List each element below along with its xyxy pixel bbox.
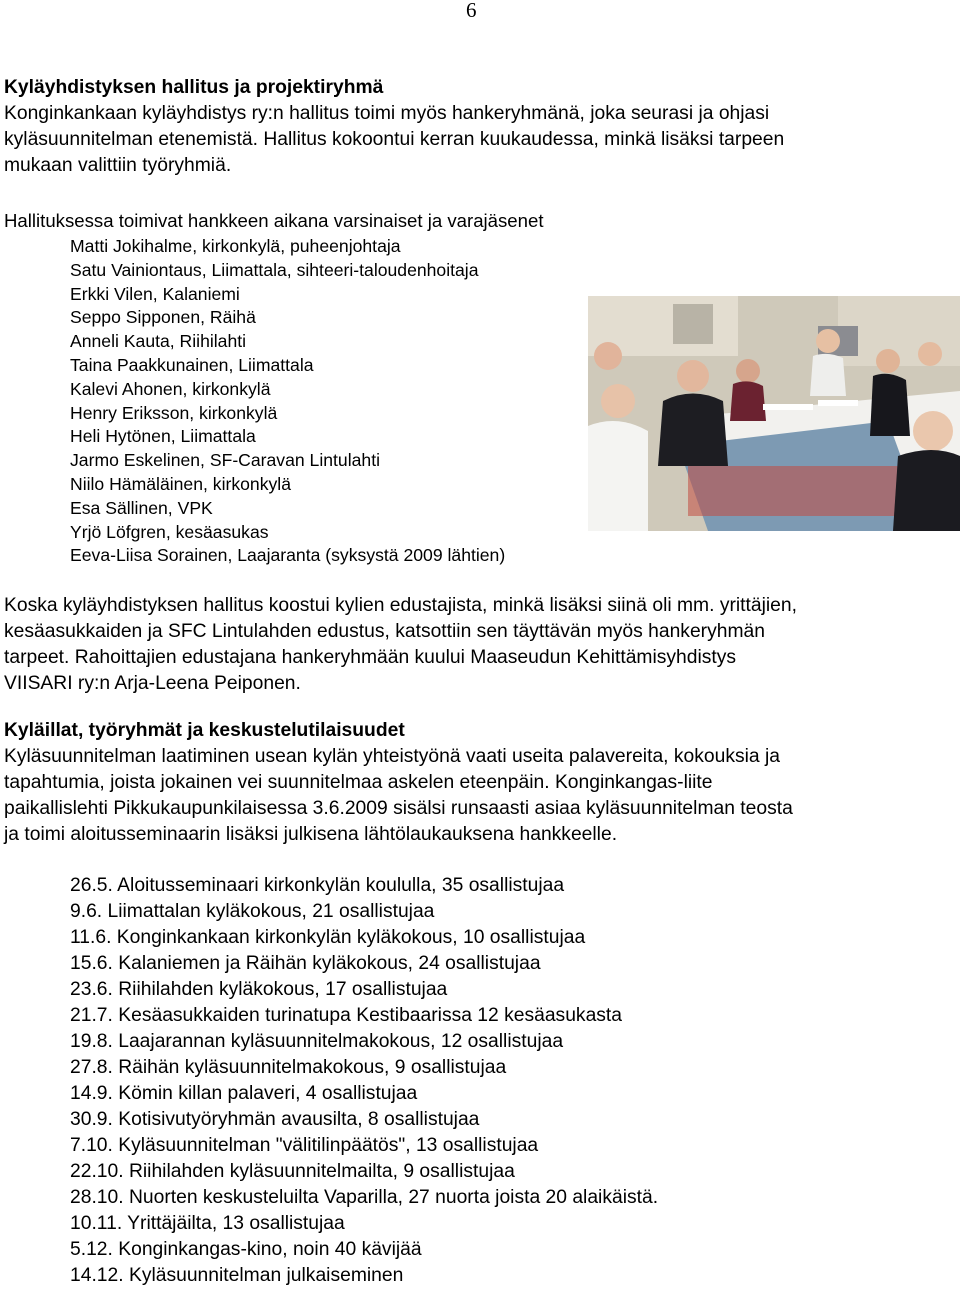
events-list [70, 873, 658, 1289]
event-item: 22.10. Riihilahden kyläsuunnitelmailta, 9 osallistujaa [70, 1161, 515, 1182]
section-heading-meetings: Kyläillat, työryhmät ja keskustelutilaisuudet [4, 720, 405, 741]
member-item: Heli Hytönen, Liimattala [70, 426, 256, 447]
member-item: Anneli Kauta, Riihilahti [70, 331, 247, 352]
paragraph-line: VIISARI ry:n Arja-Leena Peiponen. [4, 673, 301, 694]
member-item: Esa Sällinen, VPK [70, 497, 213, 518]
event-item: 14.12. Kyläsuunnitelman julkaiseminen [70, 1265, 404, 1286]
member-item: Yrjö Löfgren, kesäasukas [70, 521, 269, 542]
paragraph-representation [4, 593, 954, 697]
event-item: 19.8. Laajarannan kyläsuunnitelmakokous, 12 osallistujaa [70, 1031, 564, 1052]
event-item: 14.9. Kömin killan palaveri, 4 osallistujaa [70, 1083, 418, 1104]
members-intro: Hallituksessa toimivat hankkeen aikana varsinaiset ja varajäsenet [4, 210, 544, 231]
event-item: 7.10. Kyläsuunnitelman "välitilinpäätös", 13 osallistujaa [70, 1135, 539, 1156]
event-item: 11.6. Konginkankaan kirkonkylän kyläkokous, 10 osallistujaa [70, 927, 586, 948]
paragraph-line: Konginkankaan kyläyhdistys ry:n hallitus toimi myös hankeryhmänä, joka seurasi ja ohjasi [4, 103, 770, 124]
section-meetings [4, 718, 954, 848]
member-item: Erkki Vilen, Kalaniemi [70, 283, 240, 304]
event-item: 26.5. Aloitusseminaari kirkonkylän koululla, 35 osallistujaa [70, 875, 565, 896]
member-item: Seppo Sipponen, Räihä [70, 307, 256, 328]
event-item: 21.7. Kesäasukkaiden turinatupa Kestibaarissa 12 kesäasukasta [70, 1005, 623, 1026]
member-item: Satu Vainiontaus, Liimattala, sihteeri-taloudenhoitaja [70, 259, 479, 280]
event-item: 23.6. Riihilahden kyläkokous, 17 osallistujaa [70, 979, 448, 1000]
member-item: Taina Paakkunainen, Liimattala [70, 354, 314, 375]
paragraph-line: tapahtumia, joista jokainen vei suunnitelmaa askelen eteenpäin. Konginkangas-liite [4, 772, 713, 793]
member-item: Matti Jokihalme, kirkonkylä, puheenjohtaja [70, 236, 401, 256]
page-number: 6 [466, 0, 477, 22]
paragraph-line: kyläsuunnitelman etenemistä. Hallitus kokoontui kerran kuukaudessa, minkä lisäksi tarpeen [4, 129, 785, 150]
member-item: Niilo Hämäläinen, kirkonkylä [70, 473, 291, 494]
event-item: 9.6. Liimattalan kyläkokous, 21 osallistujaa [70, 901, 435, 922]
member-item: Jarmo Eskelinen, SF-Caravan Lintulahti [70, 450, 380, 471]
paragraph-line: Koska kyläyhdistyksen hallitus koostui kylien edustajista, minkä lisäksi siinä oli mm. yrittäjien, [4, 595, 797, 616]
event-item: 27.8. Räihän kyläsuunnitelmakokous, 9 osallistujaa [70, 1057, 507, 1078]
member-item: Kalevi Ahonen, kirkonkylä [70, 378, 271, 399]
event-item: 10.11. Yrittäjäilta, 13 osallistujaa [70, 1213, 345, 1234]
paragraph-line: Kyläsuunnitelman laatiminen usean kylän yhteistyönä vaati useita palavereita, kokouksia ja [4, 746, 780, 767]
paragraph-line: paikallislehti Pikkukaupunkilaisessa 3.6.2009 sisälsi runsaasti asiaa kyläsuunnitelman teosta [4, 798, 793, 819]
meeting-photo [588, 296, 960, 531]
section-board [4, 75, 954, 179]
event-item: 30.9. Kotisivutyöryhmän avausilta, 8 osallistujaa [70, 1109, 480, 1130]
paragraph-line: ja toimi aloitusseminaarin lisäksi julkisena lähtölaukauksena hankkeelle. [4, 824, 618, 845]
members-list [70, 235, 505, 568]
paragraph-line: tarpeet. Rahoittajien edustajana hankeryhmään kuului Maaseudun Kehittämisyhdistys [4, 647, 737, 668]
paragraph-line: kesäasukkaiden ja SFC Lintulahden edustus, katsottiin sen täyttävän myös hankeryhmän [4, 621, 765, 642]
event-item: 28.10. Nuorten keskusteluilta Vaparilla, 27 nuorta joista 20 alaikäistä. [70, 1187, 659, 1208]
event-item: 15.6. Kalaniemen ja Räihän kyläkokous, 24 osallistujaa [70, 953, 541, 974]
member-item: Eeva-Liisa Sorainen, Laajaranta (syksystä 2009 lähtien) [70, 545, 506, 566]
event-item: 5.12. Konginkangas-kino, noin 40 kävijää [70, 1239, 422, 1260]
section-heading-board: Kyläyhdistyksen hallitus ja projektiryhmä [4, 77, 384, 98]
paragraph-line: mukaan valittiin työryhmiä. [4, 155, 232, 176]
member-item: Henry Eriksson, kirkonkylä [70, 402, 278, 423]
